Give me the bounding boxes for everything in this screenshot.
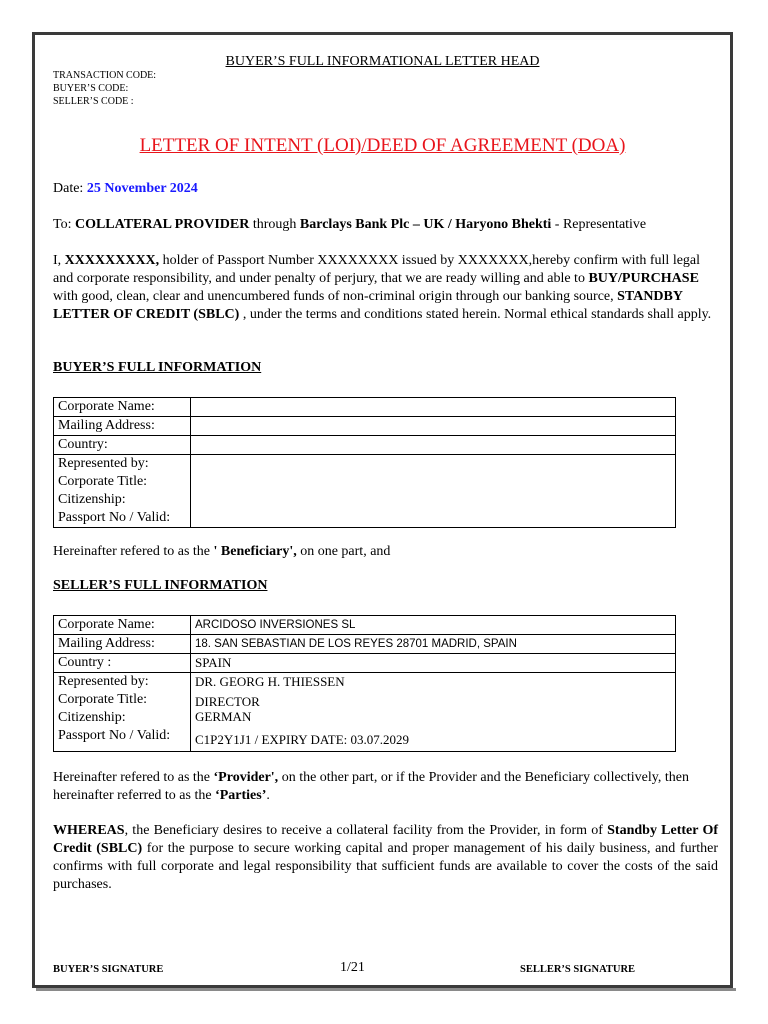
seller-info-table	[53, 615, 676, 752]
buyer-representative-values[interactable]	[191, 455, 676, 528]
to-recipient: COLLATERAL PROVIDER	[74, 217, 250, 232]
date-line	[53, 181, 198, 197]
buyer-heading: BUYER’S FULL INFORMATION	[53, 360, 262, 375]
buyer-represented-by-label: Represented by:	[58, 456, 149, 471]
seller-heading: SELLER’S FULL INFORMATION	[53, 578, 268, 593]
seller-citizenship-value: GERMAN	[195, 709, 252, 724]
provider-text-2: on the other part, or if the Provider and the Beneficiary collectively, then hereinafter referred to as the	[53, 770, 689, 803]
whereas-sblc: Standby Letter Of Credit (SBLC)	[53, 823, 718, 856]
table-row	[54, 436, 676, 455]
to-suffix: - Representative	[551, 217, 647, 232]
buyer-representative-labels	[54, 455, 191, 528]
buyer-citizenship-label: Citizenship:	[58, 492, 126, 507]
buyer-country-label: Country:	[54, 436, 191, 455]
to-through: through	[249, 217, 300, 232]
document-title: LETTER OF INTENT (LOI)/DEED OF AGREEMENT (DOA)	[139, 135, 626, 156]
table-row	[54, 455, 676, 528]
document-page	[32, 32, 733, 988]
seller-corporate-title-label: Corporate Title:	[58, 692, 148, 707]
page-number: 1/21	[340, 960, 365, 975]
intro-text-2: holder of Passport Number XXXXXXXX issued by XXXXXXX,hereby confirm with full legal and corporate responsibility, and under penalty of perjury, that we are ready willing and able to	[53, 253, 701, 286]
to-bank: Barclays Bank Plc – UK / Haryono Bhekti	[299, 217, 552, 232]
provider-paragraph	[53, 769, 718, 805]
whereas-lead: WHEREAS	[53, 823, 125, 838]
intro-sblc: STANDBY LETTER OF CREDIT (SBLC)	[53, 289, 683, 322]
seller-corporate-name-value: ARCIDOSO INVERSIONES SL	[191, 616, 676, 635]
beneficiary-text-2: on one part, and	[296, 544, 391, 559]
buyer-passport-label: Passport No / Valid:	[58, 510, 171, 525]
intro-text-4: , under the terms and conditions stated herein. Normal ethical standards shall apply.	[239, 307, 712, 322]
seller-mailing-address-value: 18. SAN SEBASTIAN DE LOS REYES 28701 MADRID, SPAIN	[191, 635, 676, 654]
to-prefix: To:	[53, 217, 75, 232]
page-shadow	[36, 988, 736, 991]
table-row	[54, 635, 676, 654]
seller-country-value: SPAIN	[191, 654, 676, 673]
codes-block	[53, 69, 156, 108]
whereas-paragraph	[53, 822, 718, 894]
intro-text-1: I,	[53, 253, 65, 268]
buyer-corporate-name-value[interactable]	[191, 398, 676, 417]
letterhead-title: BUYER’S FULL INFORMATIONAL LETTER HEAD	[225, 54, 540, 69]
beneficiary-term: ' Beneficiary',	[213, 544, 297, 559]
table-row	[54, 616, 676, 635]
intro-name: XXXXXXXXX,	[64, 253, 160, 268]
provider-term: ‘Provider',	[213, 770, 279, 785]
whereas-text-2: for the purpose to secure working capital and proper management of his daily business, and further confirms with full corporate and legal responsibility that sufficient funds are available to cover the costs of the said purchases.	[53, 841, 718, 892]
seller-passport-label: Passport No / Valid:	[58, 728, 171, 743]
table-row	[54, 398, 676, 417]
table-row	[54, 673, 676, 752]
seller-passport-value: C1P2Y1J1 / EXPIRY DATE: 03.07.2029	[195, 732, 410, 747]
buyer-signature-label: BUYER’S SIGNATURE	[53, 964, 164, 975]
buyer-code-label: BUYER’S CODE:	[53, 83, 129, 94]
seller-mailing-address-label: Mailing Address:	[54, 635, 191, 654]
whereas-text-1: , the Beneficiary desires to receive a collateral facility from the Provider, in form of	[124, 823, 608, 838]
seller-code-label: SELLER’S CODE :	[53, 96, 134, 107]
table-row	[54, 654, 676, 673]
seller-represented-by-label: Represented by:	[58, 674, 149, 689]
date-label: Date:	[53, 181, 87, 196]
buyer-corporate-title-label: Corporate Title:	[58, 474, 148, 489]
transaction-code-label: TRANSACTION CODE:	[53, 70, 157, 81]
seller-signature-label: SELLER’S SIGNATURE	[520, 964, 636, 975]
beneficiary-paragraph	[53, 543, 718, 561]
beneficiary-text-1: Hereinafter refered to as the	[53, 544, 214, 559]
provider-text-3: .	[266, 788, 270, 803]
seller-representative-values	[191, 673, 676, 752]
intro-buy: BUY/PURCHASE	[588, 271, 699, 286]
seller-represented-by-value: DR. GEORG H. THIESSEN	[195, 674, 345, 689]
seller-corporate-name-label: Corporate Name:	[54, 616, 191, 635]
seller-corporate-title-value: DIRECTOR	[195, 694, 260, 709]
buyer-info-table	[53, 397, 676, 528]
table-row	[54, 417, 676, 436]
buyer-mailing-address-label: Mailing Address:	[54, 417, 191, 436]
date-value: 25 November 2024	[86, 181, 198, 196]
to-line	[53, 217, 646, 233]
buyer-corporate-name-label: Corporate Name:	[54, 398, 191, 417]
provider-text-1: Hereinafter refered to as the	[53, 770, 214, 785]
intro-paragraph	[53, 252, 718, 324]
buyer-country-value[interactable]	[191, 436, 676, 455]
seller-citizenship-label: Citizenship:	[58, 710, 126, 725]
buyer-mailing-address-value[interactable]	[191, 417, 676, 436]
seller-representative-labels	[54, 673, 191, 752]
parties-term: ‘Parties’	[215, 788, 267, 803]
intro-text-3: with good, clean, clear and unencumbered funds of non-criminal origin through our banking source,	[53, 289, 618, 304]
seller-country-label: Country :	[54, 654, 191, 673]
